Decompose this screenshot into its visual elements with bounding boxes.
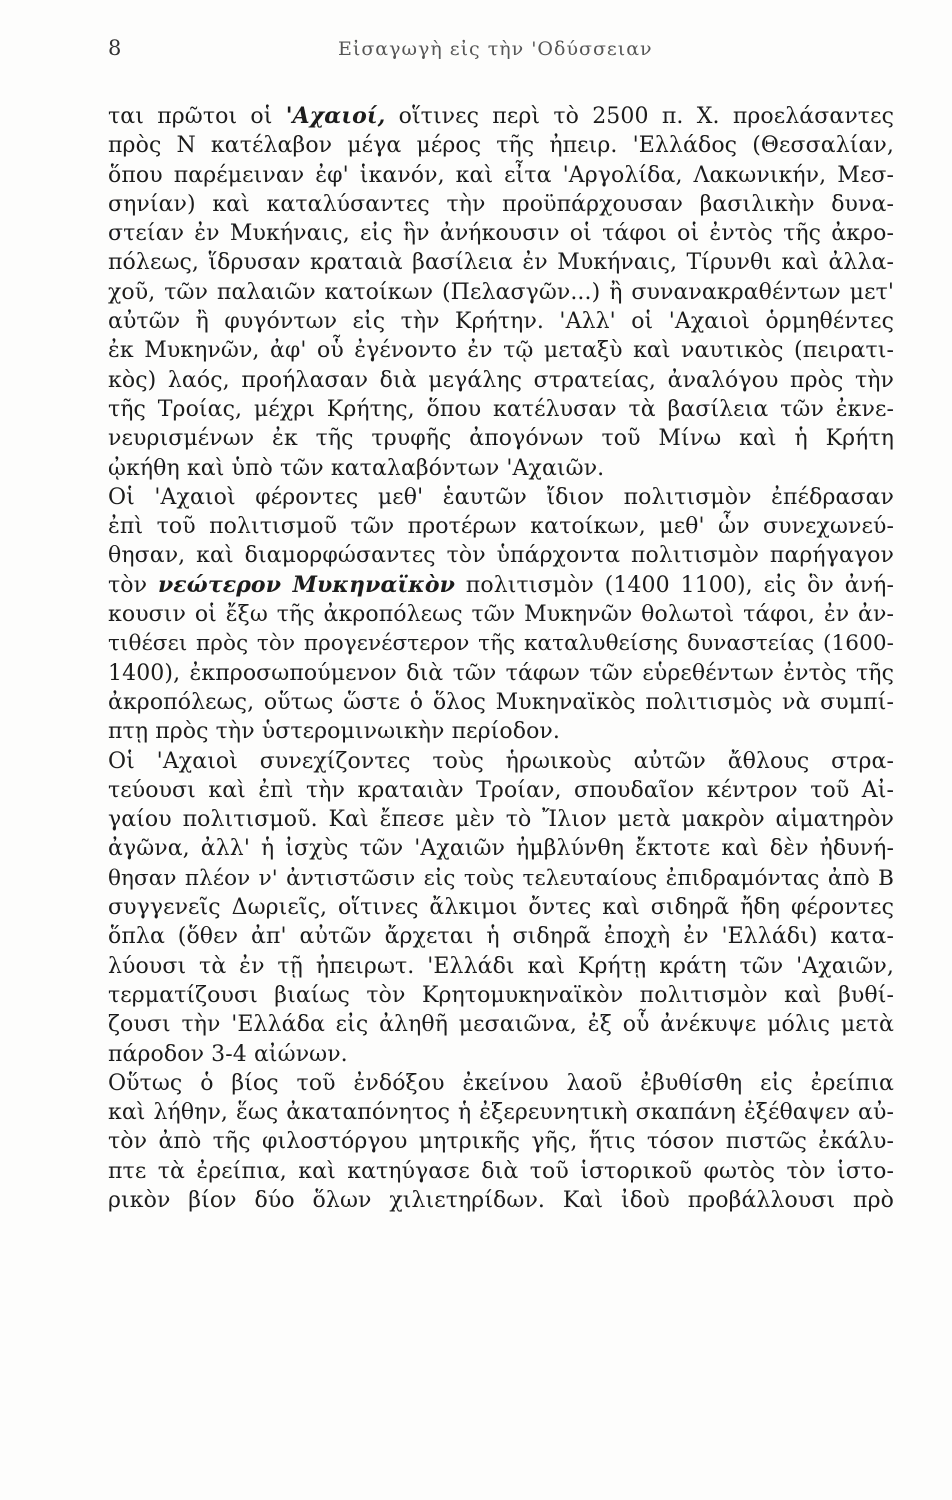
text-line: τερματίζουσι βιαίως τὸν Κρητομυκηναϊκὸν πολιτισμὸν καὶ βυθί- <box>108 982 894 1008</box>
text-line: κουσιν οἱ ἔξω τῆς ἀκροπόλεως τῶν Μυκηνῶν θολωτοὶ τάφοι, ἐν ἀν- <box>108 602 894 628</box>
running-head <box>108 36 894 66</box>
text-line: καὶ λήθην, ἕως ἀκαταπόνητος ἡ ἐξερευνητικὴ σκαπάνη ἐξέθαψεν αὐ- <box>108 1100 894 1126</box>
text-line <box>108 102 894 131</box>
text-line: θησαν πλέον ν' ἀντιστῶσιν εἰς τοὺς τελευταίους ἐπιδραμόντας ἀπὸ Β <box>108 865 894 891</box>
text-line: Οἱ 'Αχαιοὶ συνεχίζοντες τοὺς ἡρωικοὺς αὐτῶν ἄθλους στρα- <box>108 748 894 774</box>
text-line: τὸν ἀπὸ τῆς φιλοστόργου μητρικῆς γῆς, ἥτις τόσον πιστῶς ἐκάλυ- <box>108 1129 894 1155</box>
text-line: ἐπὶ τοῦ πολιτισμοῦ τῶν προτέρων κατοίκων, μεθ' ὧν συνεχωνεύ- <box>108 514 894 540</box>
text-line: αὐτῶν ἢ φυγόντων εἰς τὴν Κρήτην. 'Αλλ' οἱ 'Αχαιοὶ ὁρμηθέντες <box>108 309 894 335</box>
text-line: χοῦ, τῶν παλαιῶν κατοίκων (Πελασγῶν...) ἢ συνανακραθέντων μετ' <box>108 279 894 305</box>
text-line: συγγενεῖς Δωριεῖς, οἵτινες ἄλκιμοι ὄντες καὶ σιδηρᾶ ἤδη φέροντες <box>108 895 894 921</box>
text-line: Οἱ 'Αχαιοὶ φέροντες μεθ' ἑαυτῶν ἴδιον πολιτισμὸν ἐπέδρασαν <box>108 484 894 510</box>
text-run: ται πρῶτοι οἱ <box>108 104 286 129</box>
text-line: ἀκροπόλεως, οὕτως ὥστε ὁ ὅλος Μυκηναϊκὸς πολιτισμὸς νὰ συμπί- <box>108 689 894 715</box>
text-line: ᾠκήθη καὶ ὑπὸ τῶν καταλαβόντων 'Αχαιῶν. <box>108 455 605 481</box>
text-run: πολιτισμὸν (1400 1100), εἰς ὃν ἀνή- <box>454 572 894 598</box>
text-line: τῆς Τροίας, μέχρι Κρήτης, ὅπου κατέλυσαν τὰ βασίλεια τῶν ἐκνε- <box>108 396 894 422</box>
text-line: πάροδον 3-4 αἰώνων. <box>108 1041 348 1067</box>
text-line: τεύουσι καὶ ἐπὶ τὴν κραταιὰν Τροίαν, σπουδαῖον κέντρον τοῦ Αἰ- <box>108 777 894 803</box>
text-line: πτῃ πρὸς τὴν ὑστερομινωικὴν περίοδον. <box>108 719 560 745</box>
text-line: ὅπλα (ὅθεν ἀπ' αὐτῶν ἄρχεται ἡ σιδηρᾶ ἐποχὴ ἐν 'Ελλάδι) κατα- <box>108 924 894 950</box>
text-line: σηνίαν) καὶ καταλύσαντες τὴν προϋπάρχουσαν βασιλικὴν δυνα- <box>108 191 894 217</box>
running-head-title: Εἰσαγωγὴ εἰς τὴν 'Οδύσσειαν <box>338 38 653 60</box>
text-line: ἀγῶνα, ἀλλ' ἡ ἰσχὺς τῶν 'Αχαιῶν ἠμβλύνθη ἔκτοτε καὶ δὲν ἠδυνή- <box>108 836 894 862</box>
emphasized-term: νεώτερον Μυκηναϊκὸν <box>157 571 455 598</box>
text-line: ζουσι τὴν 'Ελλάδα εἰς ἀληθῆ μεσαιῶνα, ἐξ οὗ ἀνέκυψε μόλις μετὰ <box>108 1012 894 1038</box>
text-run: τὸν <box>108 572 158 598</box>
text-line: Οὕτως ὁ βίος τοῦ ἐνδόξου ἐκείνου λαοῦ ἐβυθίσθη εἰς ἐρείπια <box>108 1070 894 1096</box>
text-line: ὅπου παρέμειναν ἐφ' ἱκανόν, καὶ εἶτα 'Αργολίδα, Λακωνικήν, Μεσ- <box>108 162 894 188</box>
text-line: ρικὸν βίον δύο ὅλων χιλιετηρίδων. Καὶ ἰδοὺ προβάλλουσι πρὸ <box>108 1187 894 1213</box>
text-line: νευρισμένων ἐκ τῆς τρυφῆς ἀπογόνων τοῦ Μίνω καὶ ἡ Κρήτη <box>108 426 894 452</box>
text-line: λύουσι τὰ ἐν τῇ ἠπειρωτ. 'Ελλάδι καὶ Κρήτῃ κράτη τῶν 'Αχαιῶν, <box>108 953 894 979</box>
text-line: γαίου πολιτισμοῦ. Καὶ ἔπεσε μὲν τὸ Ἴλιον μετὰ μακρὸν αἱματηρὸν <box>108 807 894 833</box>
text-line <box>108 571 894 600</box>
text-line: θησαν, καὶ διαμορφώσαντες τὸν ὑπάρχοντα πολιτισμὸν παρήγαγον <box>108 543 894 569</box>
text-line: πτε τὰ ἐρείπια, καὶ κατηύγασε διὰ τοῦ ἱστορικοῦ φωτὸς τὸν ἱστο- <box>108 1158 894 1184</box>
body-text <box>108 102 894 1215</box>
text-line: 1400), ἐκπροσωπούμενον διὰ τῶν τάφων τῶν εὑρεθέντων ἐντὸς τῆς <box>108 660 894 686</box>
text-line: τιθέσει πρὸς τὸν προγενέστερον τῆς καταλυθείσης δυναστείας (1600- <box>108 631 894 657</box>
text-line: πρὸς Ν κατέλαβον μέγα μέρος τῆς ἠπειρ. 'Ελλάδος (Θεσσαλίαν, <box>108 133 894 159</box>
text-line: πόλεως, ἵδρυσαν κραταιὰ βασίλεια ἐν Μυκήναις, Τίρυνθι καὶ ἀλλα- <box>108 250 894 276</box>
text-line: ἐκ Μυκηνῶν, ἀφ' οὗ ἐγένοντο ἐν τῷ μεταξὺ καὶ ναυτικὸς (πειρατι- <box>108 338 894 364</box>
text-run: οἵτινες περὶ τὸ 2500 π. Χ. προελάσαντες <box>385 104 894 129</box>
text-line: στείαν ἐν Μυκήναις, εἰς ἣν ἀνήκουσιν οἱ τάφοι οἱ ἐντὸς τῆς ἀκρο- <box>108 221 894 247</box>
emphasized-term: 'Αχαιοί, <box>285 103 386 129</box>
text-line: κὸς) λαός, προήλασαν διὰ μεγάλης στρατείας, ἀναλόγου πρὸς τὴν <box>108 367 894 393</box>
page-number: 8 <box>108 36 122 60</box>
